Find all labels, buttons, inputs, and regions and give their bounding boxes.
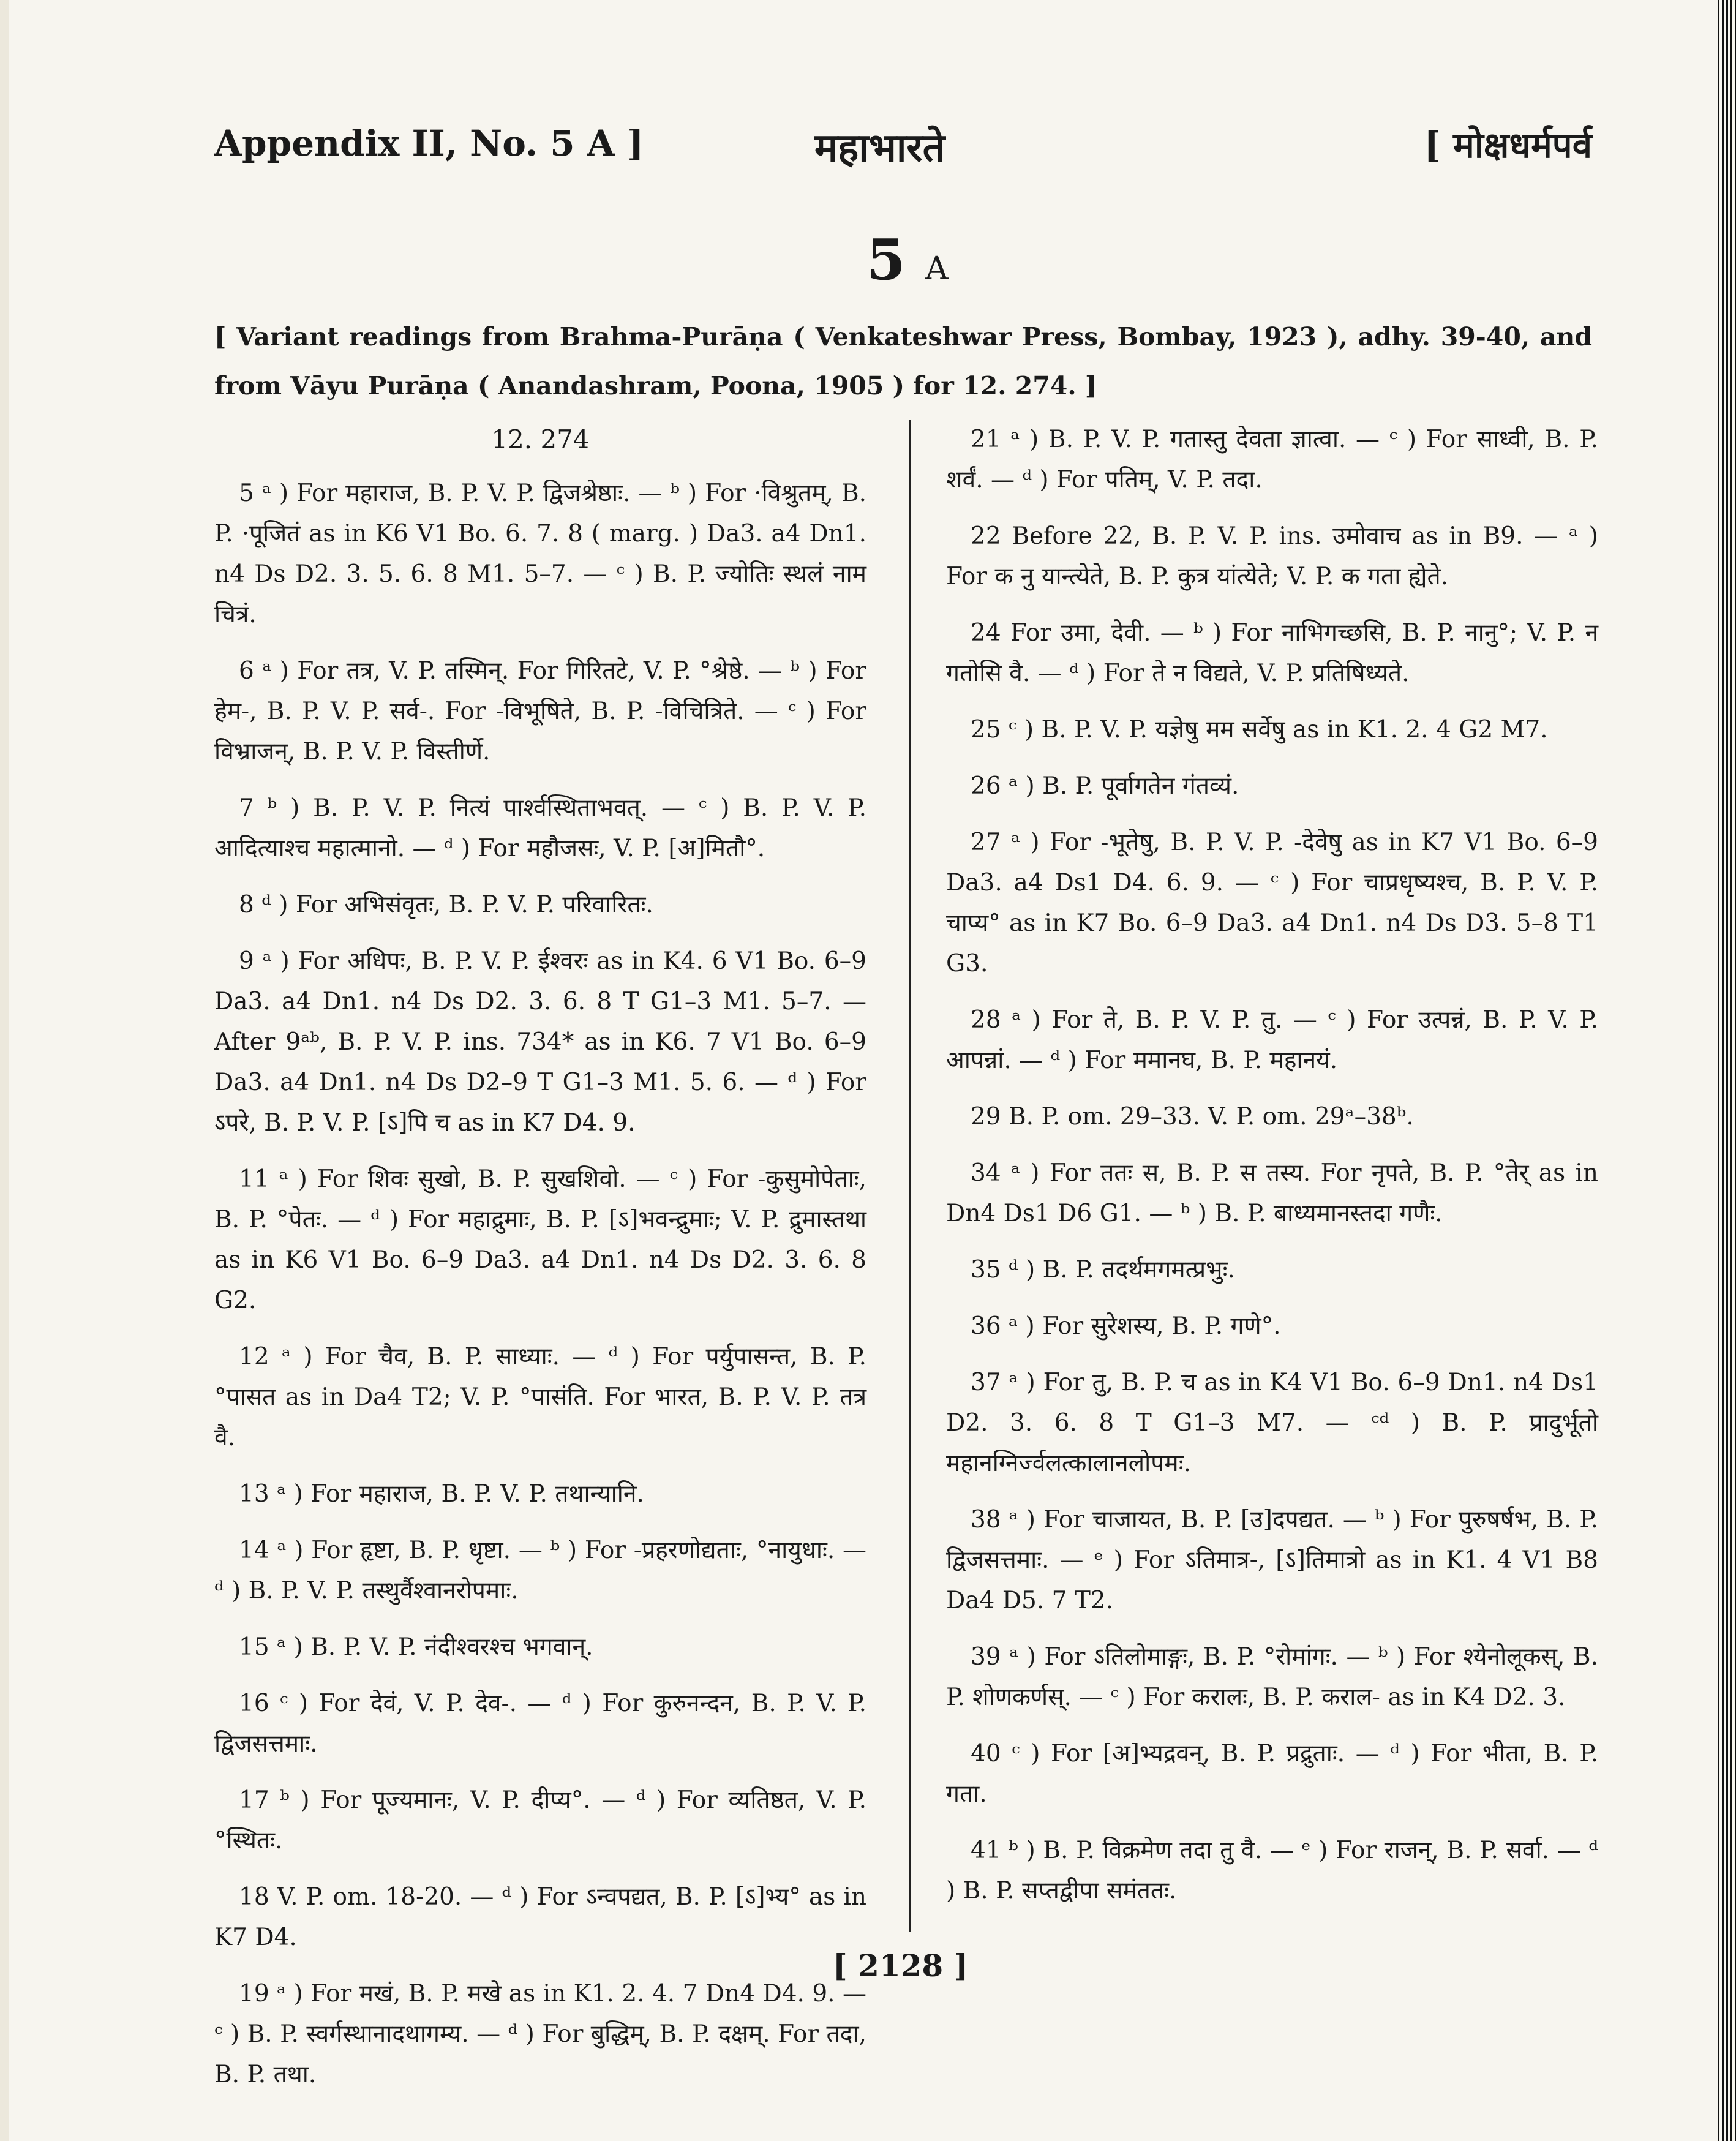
variant-entry: 21 ᵃ ) B. P. V. P. गतास्तु देवता ज्ञात्वा. — ᶜ ) For साध्वी, B. P. शर्वं. — ᵈ ) For पतिम्, V. P. तदा. [946,426,1598,494]
variant-entry: 11 ᵃ ) For शिवः सुखो, B. P. सुखशिवो. — ᶜ ) For -कुसुमोपेताः, B. P. °पेतः. — ᵈ ) For महाद्रुमाः, B. P. [ऽ]भवन्द्रुमाः; V. P. द्रुमास्तथा as in K6 V1 Bo. 6–9 Da3. a4 Dn1. n4 Ds D2. 3. 6. 8 G2. [214,1165,866,1314]
page-edge-right [1718,0,1736,2141]
header-title: महाभारते [814,125,945,171]
variant-entry: 19 ᵃ ) For मखं, B. P. मखे as in K1. 2. 4. 7 Dn4 D4. 9. — ᶜ ) B. P. स्वर्गस्थानादथागम्य. — ᵈ ) For बुद्धिम्, B. P. दक्षम्. For तदा, B. P. तथा. [214,1980,866,2088]
left-entries [214,473,866,2095]
variant-entry: 35 ᵈ ) B. P. तदर्थमगमत्प्रभुः. [971,1256,1235,1284]
column-divider [909,420,911,1932]
right-entries [946,420,1598,1911]
variant-entry: 36 ᵃ ) For सुरेशस्य, B. P. गणे°. [971,1312,1281,1340]
variant-entry: 5 ᵃ ) For महाराज, B. P. V. P. द्विजश्रेष्ठाः. — ᵇ ) For ·विश्रुतम्, B. P. ·पूजितं as in K6 V1 Bo. 6. 7. 8 ( marg. ) Da3. a4 Dn1. n4 Ds D2. 3. 5. 6. 8 M1. 5–7. — ᶜ ) B. P. ज्योतिः स्थलं नाम चित्रं. [214,480,866,628]
variant-entry: 15 ᵃ ) B. P. V. P. नंदीश्वरश्च भगवान्. [239,1633,593,1661]
variant-entry: 38 ᵃ ) For चाजायत, B. P. [उ]दपद्यत. — ᵇ ) For पुरुषर्षभ, B. P. द्विजसत्तमाः. — ᵉ ) For ऽतिमात्र-, [ऽ]तिमात्रो as in K1. 4 V1 B8 Da4 D5. 7 T2. [946,1506,1598,1614]
variant-entry: 17 ᵇ ) For पूज्यमानः, V. P. दीप्य°. — ᵈ ) For व्यतिष्ठत, V. P. °स्थितः. [214,1786,866,1854]
header-right: [ मोक्षधर्मपर्व [1424,124,1592,166]
variant-entry: 34 ᵃ ) For ततः स, B. P. स तस्य. For नृपते, B. P. °तेर् as in Dn4 Ds1 D6 G1. — ᵇ ) B. P. बाध्यमानस्तदा गणैः. [946,1159,1598,1227]
variant-entry: 41 ᵇ ) B. P. विक्रमेण तदा तु वै. — ᵉ ) For राजन्, B. P. सर्वा. — ᵈ ) B. P. सप्तद्वीपा समंततः. [946,1837,1598,1905]
variant-entry: 12 ᵃ ) For चैव, B. P. साध्याः. — ᵈ ) For पर्युपासन्त, B. P. °पासत as in Da4 T2; V. P. °पासंति. For भारत, B. P. V. P. तत्र वै. [214,1343,866,1451]
variant-entry: 8 ᵈ ) For अभिसंवृतः, B. P. V. P. परिवारितः. [239,891,653,919]
variant-entry: 37 ᵃ ) For तु, B. P. च as in K4 V1 Bo. 6–9 Dn1. n4 Ds1 D2. 3. 6. 8 T G1–3 M7. — ᶜᵈ ) B. P. प्रादुर्भूतो महानग्निर्ज्वलत्कालानलोपमः. [946,1369,1598,1477]
variant-entry: 25 ᶜ ) B. P. V. P. यज्ञेषु मम सर्वेषु as in K1. 2. 4 G2 M7. [971,716,1548,743]
adhyaya-heading: 12. 274 [491,424,590,454]
variant-entry: 39 ᵃ ) For ऽतिलोमाङ्गः, B. P. °रोमांगः. — ᵇ ) For श्येनोलूकस्, B. P. शोणकर्णस्. — ᶜ ) For करालः, B. P. कराल- as in K4 D2. 3. [946,1643,1598,1711]
variant-entry: 26 ᵃ ) B. P. पूर्वागतेन गंतव्यं. [971,772,1239,800]
variant-entry: 24 For उमा, देवी. — ᵇ ) For नाभिगच्छसि, B. P. नानु°; V. P. न गतोसि वै. — ᵈ ) For ते न विद्यते, V. P. प्रतिषिध्यते. [946,619,1598,687]
section-number-suffix: A [925,250,949,287]
left-column [214,420,866,2111]
variant-entry: 18 V. P. om. 18-20. — ᵈ ) For ऽन्वपद्यत, B. P. [ऽ]भ्य° as in K7 D4. [214,1883,866,1951]
variant-entry: 13 ᵃ ) For महाराज, B. P. V. P. तथान्यानि. [239,1480,644,1508]
variant-entry: 29 B. P. om. 29–33. V. P. om. 29ᵃ–38ᵇ. [971,1103,1414,1131]
page-number: [ 2128 ] [833,1947,969,1984]
intro-note: [ Variant readings from Brahma-Purāṇa ( Venkateshwar Press, Bombay, 1923 ), adhy. 39-40, and from Vāyu Purāṇa ( Anandashram, Poona, 1905 ) for 12. 274. ] [214,322,1592,401]
variant-entry: 22 Before 22, B. P. V. P. ins. उमोवाच as in B9. — ᵃ ) For क नु यान्त्येते, B. P. कुत्र यांत्येते; V. P. क गता ह्येते. [946,522,1598,590]
variant-entry: 16 ᶜ ) For देवं, V. P. देव-. — ᵈ ) For कुरुनन्दन, B. P. V. P. द्विजसत्तमाः. [214,1690,866,1758]
variant-entry: 9 ᵃ ) For अधिपः, B. P. V. P. ईश्वरः as in K4. 6 V1 Bo. 6–9 Da3. a4 Dn1. n4 Ds D2. 3. 6. 8 T G1–3 M1. 5–7. — After 9ᵃᵇ, B. P. V. P. ins. 734* as in K6. 7 V1 Bo. 6–9 Da3. a4 Dn1. n4 Ds D2–9 T G1–3 M1. 5. 6. — ᵈ ) For ऽपरे, B. P. V. P. [ऽ]पि च as in K7 D4. 9. [214,947,866,1137]
variant-entry: 6 ᵃ ) For तत्र, V. P. तस्मिन्. For गिरितटे, V. P. °श्रेष्ठे. — ᵇ ) For हेम-, B. P. V. P. सर्व-. For -विभूषिते, B. P. -विचित्रिते. — ᶜ ) For विभ्राजन्, B. P. V. P. विस्तीर्णे. [214,657,866,766]
variant-entry: 27 ᵃ ) For -भूतेषु, B. P. V. P. -देवेषु as in K7 V1 Bo. 6–9 Da3. a4 Ds1 D4. 6. 9. — ᶜ ) For चाप्रधृष्यश्च, B. P. V. P. चाप्य° as in K7 Bo. 6–9 Da3. a4 Dn1. n4 Ds D3. 5–8 T1 G3. [946,829,1598,977]
page-edge-left [0,0,9,2141]
variant-entry: 28 ᵃ ) For ते, B. P. V. P. तु. — ᶜ ) For उत्पन्नं, B. P. V. P. आपन्नां. — ᵈ ) For ममानघ, B. P. महानयं. [946,1006,1598,1074]
right-column [946,420,1598,1927]
section-number [866,227,949,293]
variant-entry: 40 ᶜ ) For [अ]भ्यद्रवन्, B. P. प्रद्रुताः. — ᵈ ) For भीता, B. P. गता. [946,1740,1598,1808]
variant-entry: 7 ᵇ ) B. P. V. P. नित्यं पार्श्वस्थिताभवत्. — ᶜ ) B. P. V. P. आदित्याश्च महात्मानो. — ᵈ ) For महौजसः, V. P. [अ]मितौ°. [214,794,866,862]
section-number-digit: 5 [866,227,906,293]
header-left: Appendix II, No. 5 A ] [214,122,644,164]
variant-entry: 14 ᵃ ) For हृष्टा, B. P. धृष्टा. — ᵇ ) For -प्रहरणोद्यताः, °नायुधाः. — ᵈ ) B. P. V. P. तस्थुर्वैश्वानरोपमाः. [214,1537,866,1605]
